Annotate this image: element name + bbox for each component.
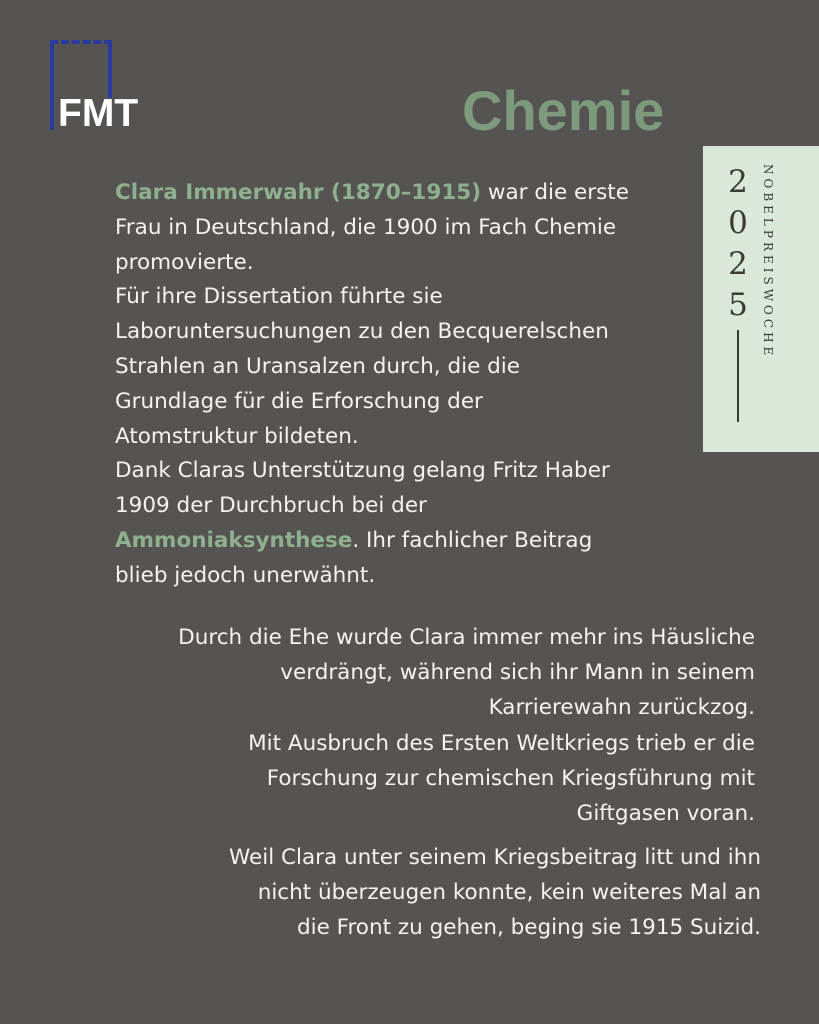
page-title: Chemie <box>462 79 665 142</box>
text-line: die Front zu gehen, beging sie 1915 Suizid. <box>296 915 761 941</box>
year-label <box>725 162 751 326</box>
text-line: blieb jedoch unerwähnt. <box>115 562 376 588</box>
logo-bracket-right <box>108 40 112 98</box>
nobelpreiswoche-tab <box>703 146 819 452</box>
text-line: Dank Claras Unterstützung gelang Fritz Haber <box>115 458 610 484</box>
logo-text: FMT <box>58 92 139 135</box>
text-line: nicht überzeugen konnte, kein weiteres Mal an <box>257 880 761 906</box>
paragraph-intro <box>115 176 695 594</box>
text-line <box>115 524 695 559</box>
year-digit: 2 <box>728 246 748 282</box>
text-line: Weil Clara unter seinem Kriegsbeitrag litt und ihn <box>229 845 761 870</box>
text-line: verdrängt, während sich ihr Mann in seinem <box>280 660 755 686</box>
text-line: Grundlage für die Erforschung der <box>115 388 483 414</box>
text-line: Atomstruktur bildeten. <box>115 423 359 449</box>
fmt-logo <box>46 40 146 136</box>
text-fragment: war die erste <box>481 180 629 205</box>
text-line: 1909 der Durchbruch bei der <box>115 493 427 519</box>
highlight-term: Ammoniaksynthese <box>115 527 353 553</box>
text-line: Karrierewahn zurückzog. <box>488 695 755 721</box>
text-line <box>115 176 695 211</box>
paragraph-conclusion <box>81 840 761 946</box>
text-fragment: . Ihr fachlicher Beitrag <box>352 527 593 553</box>
year-digit: 2 <box>728 164 748 200</box>
text-line: Mit Ausbruch des Ersten Weltkriegs trieb er die <box>248 730 755 756</box>
text-line: Laboruntersuchungen zu den Becquerelschen <box>115 319 609 345</box>
text-line: Forschung zur chemischen Kriegsführung mit <box>266 765 755 791</box>
highlight-name: Clara Immerwahr (1870–1915) <box>115 180 482 205</box>
text-line: Giftgasen voran. <box>576 801 755 827</box>
text-line: Strahlen an Uransalzen durch, die die <box>115 353 521 379</box>
year-digit: 0 <box>728 205 748 241</box>
nobelpreiswoche-label: NOBELPREISWOCHE <box>761 164 775 360</box>
year-divider <box>737 330 739 422</box>
text-line: Frau in Deutschland, die 1900 im Fach Chemie <box>115 214 617 240</box>
logo-bracket-top <box>50 40 112 44</box>
paragraph-marriage <box>75 620 755 831</box>
text-line: promovierte. <box>115 249 254 275</box>
year-digit: 5 <box>728 287 748 323</box>
text-line: Für ihre Dissertation führte sie <box>115 284 443 310</box>
logo-bracket-left <box>50 40 54 130</box>
text-line: Durch die Ehe wurde Clara immer mehr ins Häusliche <box>178 625 755 650</box>
